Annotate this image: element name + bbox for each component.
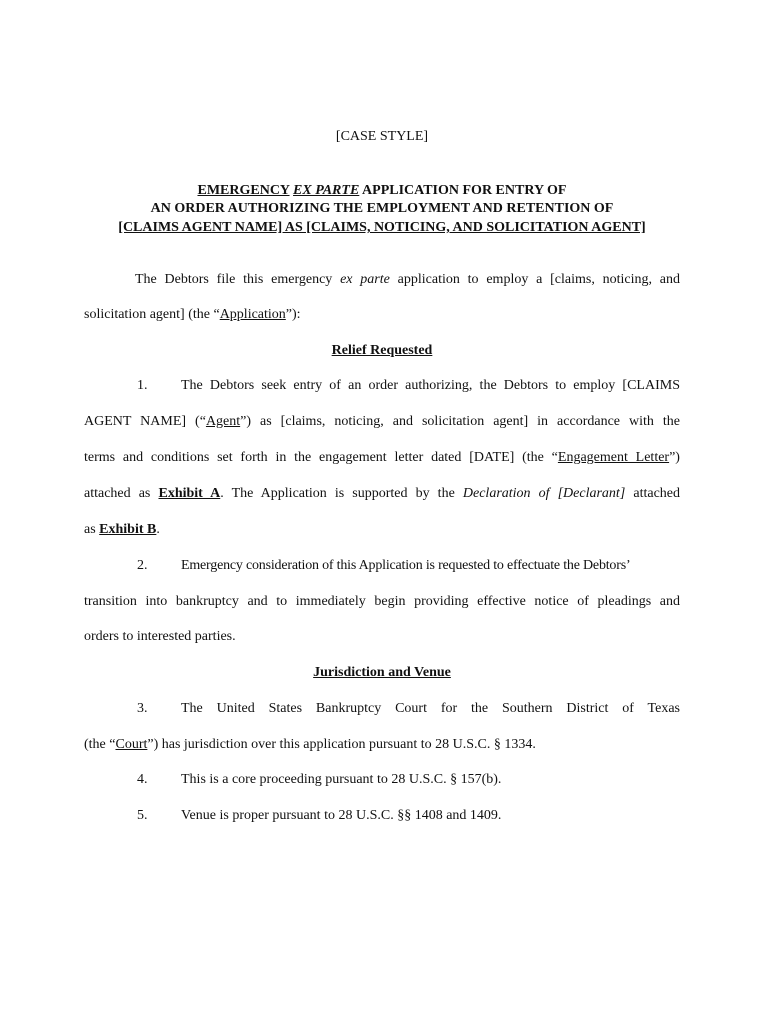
intro-line-2: [84, 306, 680, 324]
p1-line-2: [84, 413, 680, 431]
title-line-1: [84, 182, 680, 200]
paragraph-number-3: 3.: [137, 701, 148, 716]
p3-l2-c: ”) has jurisdiction over this application pursuant to 28 U.S.C. § 1334.: [147, 737, 536, 752]
title-line-2: AN ORDER AUTHORIZING THE EMPLOYMENT AND RETENTION OF: [150, 201, 614, 216]
heading-jurisdiction-venue: Jurisdiction and Venue: [313, 665, 451, 680]
title-emergency: EMERGENCY: [197, 183, 290, 198]
p3-line-2: [84, 736, 680, 754]
defined-term-engagement-letter: Engagement Letter: [557, 450, 670, 465]
exhibit-b-reference: Exhibit B: [99, 522, 157, 537]
p2-line-2: transition into bankruptcy and to immediately begin providing effective notice of pleadings and: [84, 594, 680, 609]
paragraph-number-2: 2.: [137, 558, 148, 573]
p1-line-5: [84, 521, 680, 539]
intro-l2-a: solicitation agent] (the “: [84, 307, 220, 322]
p1-line-1: The Debtors seek entry of an order authorizing, the Debtors to employ [CLAIMS: [181, 378, 680, 393]
declaration-reference: Declaration of [Declarant]: [462, 486, 626, 501]
p3-line-1: The United States Bankruptcy Court for the Southern District of Texas: [181, 701, 680, 716]
intro-text-c: application to employ a [claims, noticing, and: [397, 272, 681, 287]
p1-l3-a: terms and conditions set forth in the engagement letter dated [DATE] (the “: [84, 450, 558, 465]
title-line-3: [CLAIMS AGENT NAME] AS [CLAIMS, NOTICING, AND SOLICITATION AGENT]: [118, 220, 646, 235]
intro-l2-c: ”):: [285, 307, 301, 322]
p1-line-3: [84, 449, 680, 467]
p1-l5-a: as: [84, 522, 96, 537]
defined-term-application: Application: [219, 307, 286, 322]
p1-l2-c: ”) as [claims, noticing, and solicitation agent] in accordance with the: [240, 414, 680, 429]
title-ex-parte: EX PARTE: [293, 183, 360, 198]
p2-line-1: Emergency consideration of this Application is requested to effectuate the Debtors’: [181, 558, 631, 573]
p5-line-1: Venue is proper pursuant to 28 U.S.C. §§ 1408 and 1409.: [181, 808, 502, 823]
p1-l4-e: attached: [633, 486, 681, 501]
p1-l2-a: AGENT NAME] (“: [84, 414, 206, 429]
exhibit-a-reference: Exhibit A: [158, 486, 221, 501]
intro-line-1: [135, 271, 680, 289]
p1-l4-c: . The Application is supported by the: [220, 486, 455, 501]
p1-l3-c: ”): [669, 450, 680, 465]
paragraph-number-1: 1.: [137, 378, 148, 393]
intro-ex-parte: ex parte: [340, 272, 390, 287]
p3-l2-a: (the “: [84, 737, 116, 752]
p2-line-3: orders to interested parties.: [84, 629, 236, 644]
case-style: [CASE STYLE]: [335, 129, 429, 144]
intro-text-a: The Debtors file this emergency: [135, 272, 333, 287]
p4-line-1: This is a core proceeding pursuant to 28 U.S.C. § 157(b).: [181, 772, 502, 787]
p1-l5-c: .: [156, 522, 160, 537]
defined-term-agent: Agent: [205, 414, 241, 429]
title-application: APPLICATION FOR ENTRY OF: [362, 183, 567, 198]
paragraph-number-5: 5.: [137, 808, 148, 823]
heading-relief-requested: Relief Requested: [331, 343, 433, 358]
paragraph-number-4: 4.: [137, 772, 148, 787]
p1-line-4: [84, 485, 680, 503]
p1-l4-a: attached as: [84, 486, 151, 501]
defined-term-court: Court: [115, 737, 148, 752]
